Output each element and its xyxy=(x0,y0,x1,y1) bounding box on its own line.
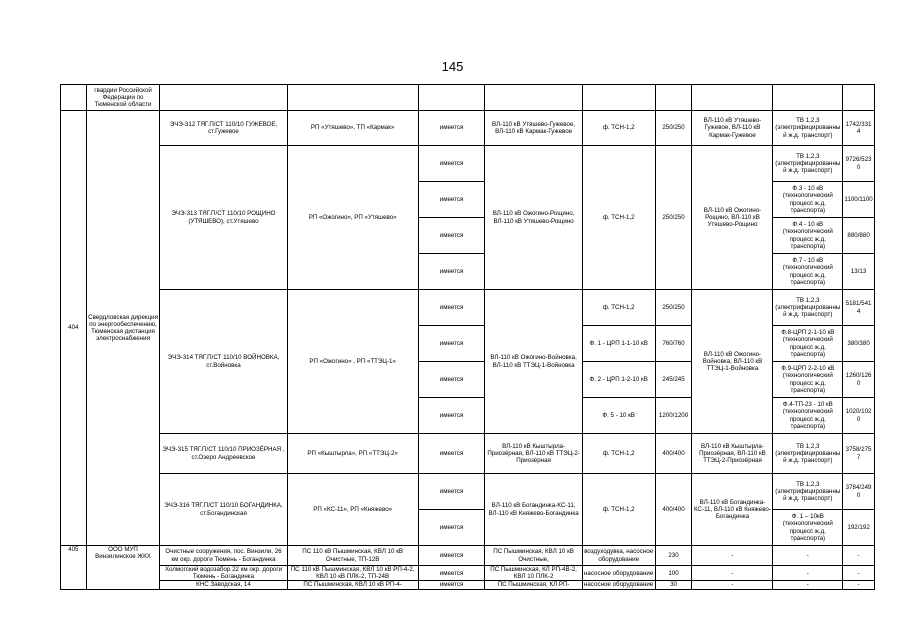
cell-consumer: ТВ 1,2,3 (электрифицированный ж.д. транспорт) xyxy=(773,146,843,182)
cell-feed: РП «КС-11», РП «Княжево» xyxy=(287,474,418,546)
cell-feeder: ф. ТСН-1,2 xyxy=(582,434,655,474)
cell-status: имеется xyxy=(418,218,485,254)
cell-consumer: ТВ 1,2,3 (электрифицированный ж.д. транспорт) xyxy=(773,111,843,146)
cell-power: 100 xyxy=(655,566,692,581)
cell-power: 245/245 xyxy=(655,362,692,398)
cell-load: 1020/1020 xyxy=(843,398,875,434)
table-row xyxy=(61,85,875,111)
page-number: 145 xyxy=(441,59,464,74)
cell-consumer: Ф.3 - 10 кВ (технологический процесс ж.д. транспорта) xyxy=(773,182,843,218)
cell-feeder: ф. ТСН-1,2 xyxy=(582,146,655,290)
cell-substation: ЭЧЭ-316 ТЯГ.П/СТ 110/10 БОГАНДИНКА, ст.Богандинская xyxy=(160,474,287,546)
cell-line: ПС Пышминская, КЛ РП- xyxy=(485,581,582,589)
cell-object: КНС Заводская, 14 xyxy=(160,581,287,589)
cell-power: 30 xyxy=(655,581,692,589)
cell-status: имеется xyxy=(418,326,485,362)
cell-line: ПС Пышминская, КЛ РП-4В-2, КВЛ 10 ПЛК-2 xyxy=(485,566,582,581)
cell-feed: РП «Ожогино» , РП «ТТЭЦ-1» xyxy=(287,290,418,434)
cell-status: имеется xyxy=(418,474,485,510)
cell-equipment: насосное оборудование xyxy=(584,581,654,589)
cell-num: 405 xyxy=(61,546,87,590)
cell-consumer: Ф.4 - 10 кВ (технологический процесс ж.д. транспорта) xyxy=(773,218,843,254)
cell-status: имеется xyxy=(418,254,485,290)
cell-consumer: Ф. 1 – 10кВ (технологический процесс ж.д. транспорта) xyxy=(773,510,843,546)
cell-source: ПС 110 кВ Пышминская, КВЛ 10 кВ РП-4-2, КВЛ 10 кВ ПЛК-2, ТП-24В xyxy=(287,566,418,581)
cell-num xyxy=(61,85,87,111)
cell-load: 9726/5230 xyxy=(843,146,875,182)
cell-substation: ЭЧЭ-313 ТЯГ.П/СТ 110/10 РОЩИНО (УТЯШЕВО), ст.Утяшево xyxy=(160,146,287,290)
cell-feed: РП «Утяшево», ТП «Кармак» xyxy=(287,111,418,146)
table-row xyxy=(61,434,875,474)
cell-status: имеется xyxy=(418,146,485,182)
table-row xyxy=(61,111,875,146)
cell-source: ПС 110 кВ Пышминская, КВЛ 10 кВ Очистные, ТП-12В xyxy=(287,546,418,566)
table-row xyxy=(61,566,875,581)
cell-load: 1260/1260 xyxy=(843,362,875,398)
cell-status: имеется xyxy=(418,510,485,546)
cell-status: имеется xyxy=(418,182,485,218)
cell-consumer: Ф.4-ТП-23 - 10 кВ (технологический процесс ж.д. транспорта) xyxy=(773,398,843,434)
cell-consumer: ТВ 1,2,3 (электрифицированный ж.д. транспорт) xyxy=(773,434,843,474)
cell-load: 13/13 xyxy=(843,254,875,290)
cell-target-line: ВЛ-110 кВ Ожогино-Войновка, ВЛ-110 кВ ТТЭЦ-1-Войновка xyxy=(692,290,773,434)
cell-feeder: ф. ТСН-1,2 xyxy=(582,111,655,146)
cell-num: 404 xyxy=(61,111,87,546)
cell-dash: - xyxy=(692,566,773,581)
cell-dash: - xyxy=(773,566,843,581)
cell-lines: ВЛ-110 кВ Утяшево-Гужевое, ВЛ-110 кВ Кармак-Гужевое xyxy=(485,111,582,146)
cell-feeder: Ф. 5 - 10 кВ xyxy=(582,398,655,434)
cell-equipment: воздуходувка, насосное оборудование xyxy=(582,546,655,566)
table-row xyxy=(61,290,875,326)
cell-dash: - xyxy=(692,581,773,589)
cell-power: 760/760 xyxy=(655,326,692,362)
cell-load: 1100/1100 xyxy=(843,182,875,218)
cell-org: ООО МУП Винзилинское ЖКХ xyxy=(86,546,160,590)
cell-dash: - xyxy=(843,566,875,581)
cell-substation: ЭЧЭ-314 ТЯГ.П/СТ 110/10 ВОЙНОВКА, ст.Войновка xyxy=(160,290,287,434)
cell-power: 400/400 xyxy=(655,434,692,474)
cell-power: 400/400 xyxy=(655,474,692,546)
cell-status: имеется xyxy=(418,566,485,581)
cell-feeder: ф. ТСН-1,2 xyxy=(582,290,655,326)
cell-power: 230 xyxy=(655,546,692,566)
cell-feeder: Ф. 1 - ЦРП 1-1-10 кВ xyxy=(582,326,655,362)
cell-feeder: Ф. 2 - ЦРП 1-2-10 кВ xyxy=(582,362,655,398)
cell-load: 1742/3314 xyxy=(843,111,875,146)
cell-lines: ВЛ-110 кВ Кыштырла-Приозёрная, ВЛ-110 кВ ТТЭЦ-2-Приозёрная xyxy=(485,434,582,474)
energy-table xyxy=(60,84,875,590)
cell-load: 3758/2757 xyxy=(843,434,875,474)
cell-consumer: Ф.8-ЦРП 2-1-10 кВ (технологический процесс ж.д. транспорта) xyxy=(773,326,843,362)
cell-dash: - xyxy=(773,546,843,566)
cell-target-line: ВЛ-110 кВ Кыштырла-Приозёрная, ВЛ-110 кВ ТТЭЦ-2-Приозёрная xyxy=(692,434,773,474)
cell-target-line: ВЛ-110 кВ Богандинка-КС-11, ВЛ-110 кВ Княжево-Богандинка xyxy=(692,474,773,546)
cell-line: ПС Пышминская, КВЛ 10 кВ Очистные, xyxy=(485,546,582,566)
cell-status: имеется xyxy=(418,434,485,474)
cell-load: 3784/2490 xyxy=(843,474,875,510)
cell-object: Холмогский водозабор 22 км окр. дороги Тюмень - Богандинка xyxy=(160,566,287,581)
table-row xyxy=(61,581,875,589)
cell-org: Свердловская дирекция по энергообеспечению, Тюменская дистанция электроснабжения xyxy=(86,111,160,546)
cell-target-line: ВЛ-110 кВ Ожогино-Рощино, ВЛ-110 кВ Утяшево-Рощино xyxy=(692,146,773,290)
cell-source: ПС Пышминская, КВЛ 10 кВ РП-4- xyxy=(287,581,418,589)
cell-dash: - xyxy=(843,581,875,589)
cell-load: 5181/5414 xyxy=(843,290,875,326)
cell-status: имеется xyxy=(418,362,485,398)
cell-status: имеется xyxy=(418,111,485,146)
table-row xyxy=(61,546,875,566)
cell-power: 250/250 xyxy=(655,290,692,326)
cell-consumer: Ф.9-ЦРП 2-2-10 кВ (технологический процесс ж.д. транспорта) xyxy=(773,362,843,398)
cell-feeder: ф. ТСН-1,2 xyxy=(582,474,655,546)
cell-feed: РП «Ожогино», РП «Утяшево» xyxy=(287,146,418,290)
cell-power: 1200/1200 xyxy=(655,398,692,434)
cell-status: имеется xyxy=(418,546,485,566)
cell-power: 250/250 xyxy=(655,146,692,290)
cell-load: 880/880 xyxy=(843,218,875,254)
cell-substation: ЭЧЭ-315 ТЯГ.П/СТ 110/10 ПРИОЗЁРНАЯ , ст.Озеро Андреевское xyxy=(160,434,287,474)
table-row xyxy=(61,474,875,510)
cell-status: имеется xyxy=(418,290,485,326)
cell-consumer: Ф.7 - 10 кВ (технологический процесс ж.д. транспорта) xyxy=(773,254,843,290)
cell-feed: РП «Кыштырла», РП «ТТЭЦ-2» xyxy=(287,434,418,474)
cell-target-line: ВЛ-110 кВ Утяшево-Гужевое, ВЛ-110 кВ Кармак-Гужевое xyxy=(692,111,773,146)
cell-dash: - xyxy=(773,581,843,589)
cell-consumer: ТВ 1,2,3 (электрифицированный ж.д. транспорт) xyxy=(773,290,843,326)
cell-object: Очистные сооружения, пос. Винзили, 26 км окр. дороги Тюмень - Богандинка xyxy=(160,546,287,566)
cell-lines: ВЛ-110 кВ Ожогино-Рощино, ВЛ-110 кВ Утяшево-Рощино xyxy=(485,146,582,290)
cell-lines: ВЛ-110 кВ Богандинка-КС-11, ВЛ-110 кВ Княжево-Богандинка xyxy=(485,474,582,546)
cell-equipment: насосное оборудование xyxy=(582,566,655,581)
cell-load: 380/380 xyxy=(843,326,875,362)
cell-org: гвардии Российской Федерации по Тюменской области xyxy=(86,85,160,111)
cell-status: имеется xyxy=(418,581,485,589)
cell-load: 192/192 xyxy=(843,510,875,546)
cell-dash: - xyxy=(692,546,773,566)
cell-lines: ВЛ-110 кВ Ожогино-Войновка, ВЛ-110 кВ ТТЭЦ-1-Войновка xyxy=(485,290,582,434)
cell-status: имеется xyxy=(418,398,485,434)
table-row xyxy=(61,146,875,182)
cell-power: 250/250 xyxy=(655,111,692,146)
cell-dash: - xyxy=(843,546,875,566)
cell-consumer: ТВ 1,2,3 (электрифицированный ж.д. транспорт) xyxy=(773,474,843,510)
cell-substation: ЭЧЭ-312 ТЯГ.П/СТ 110/10 ГУЖЕВОЕ, ст.Гужевое xyxy=(160,111,287,146)
